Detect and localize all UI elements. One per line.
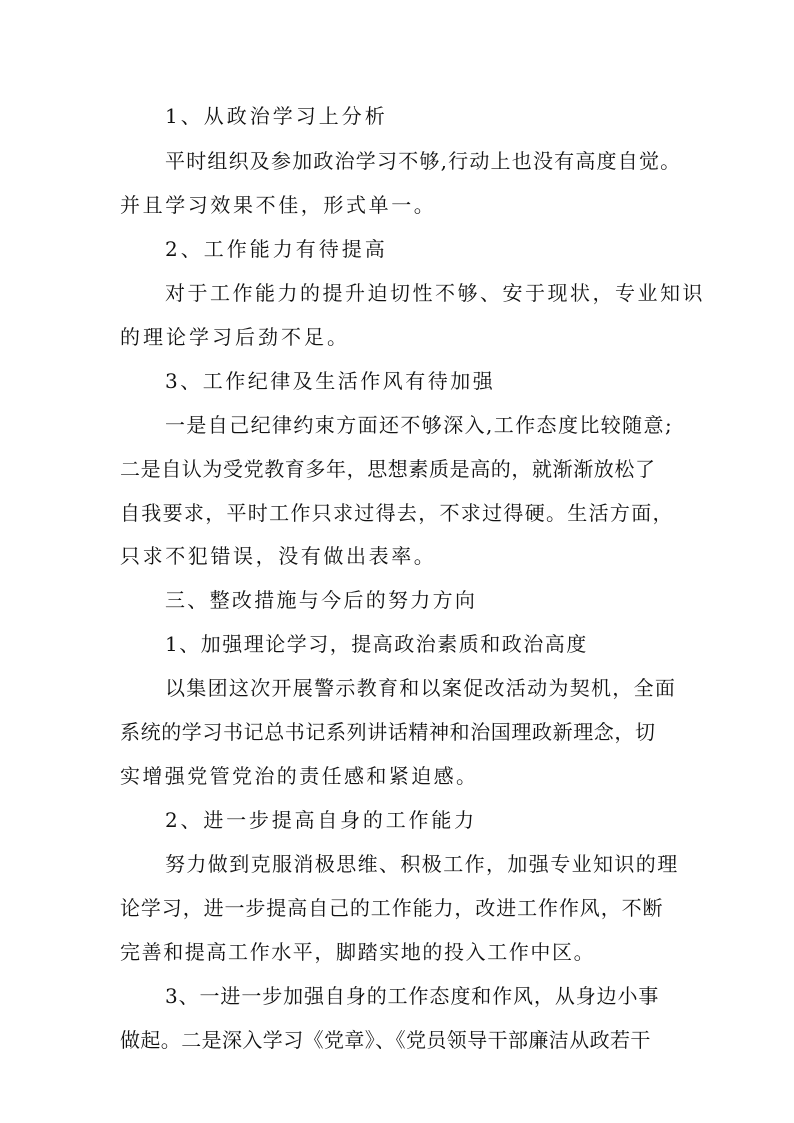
paragraph-line: 实增强党管党治的责任感和紧迫感。 [120, 764, 479, 788]
heading-theory-study: 1、加强理论学习，提高政治素质和政治高度 [165, 632, 588, 656]
paragraph-line: 做起。二是深入学习《党章》、《党员领导干部廉洁从政若干 [120, 1028, 651, 1052]
paragraph-line: 论学习，进一步提高自己的工作能力，改进工作作风，不断 [120, 896, 664, 920]
paragraph-line: 只求不犯错误，没有做出表率。 [120, 544, 437, 568]
heading-discipline: 3、工作纪律及生活作风有待加强 [165, 369, 496, 393]
heading-political-study: 1、从政治学习上分析 [165, 104, 388, 128]
paragraph-line: 自我要求，平时工作只求过得去，不求过得硬。生活方面， [120, 501, 674, 525]
paragraph-line: 系统的学习书记总书记系列讲话精神和治国理政新理念，切 [120, 720, 656, 744]
paragraph-line: 以集团这次开展警示教育和以案促改活动为契机，全面 [165, 676, 677, 700]
heading-work-ability: 2、工作能力有待提高 [165, 237, 388, 261]
paragraph-line: 的理论学习后劲不足。 [120, 325, 350, 349]
paragraph-line: 完善和提高工作水平，脚踏实地的投入工作中区。 [120, 940, 596, 964]
paragraph-line: 对于工作能力的提升迫切性不够、安于现状，专业知识 [165, 281, 705, 305]
paragraph-line: 并且学习效果不佳，形式单一。 [120, 193, 437, 217]
paragraph-line: 二是自认为受党教育多年，思想素质是高的，就渐渐放松了 [120, 457, 656, 481]
paragraph-line: 一是自己纪律约束方面还不够深入,工作态度比较随意; [165, 413, 674, 437]
paragraph-line: 平时组织及参加政治学习不够,行动上也没有高度自觉。 [165, 149, 682, 173]
paragraph-line: 3、一进一步加强自身的工作态度和作风，从身边小事 [165, 984, 660, 1008]
section-heading-rectification: 三、整改措施与今后的努力方向 [165, 588, 478, 612]
heading-improve-ability: 2、进一步提高自身的工作能力 [165, 808, 477, 832]
paragraph-line: 努力做到克服消极思维、积极工作，加强专业知识的理 [165, 852, 679, 876]
